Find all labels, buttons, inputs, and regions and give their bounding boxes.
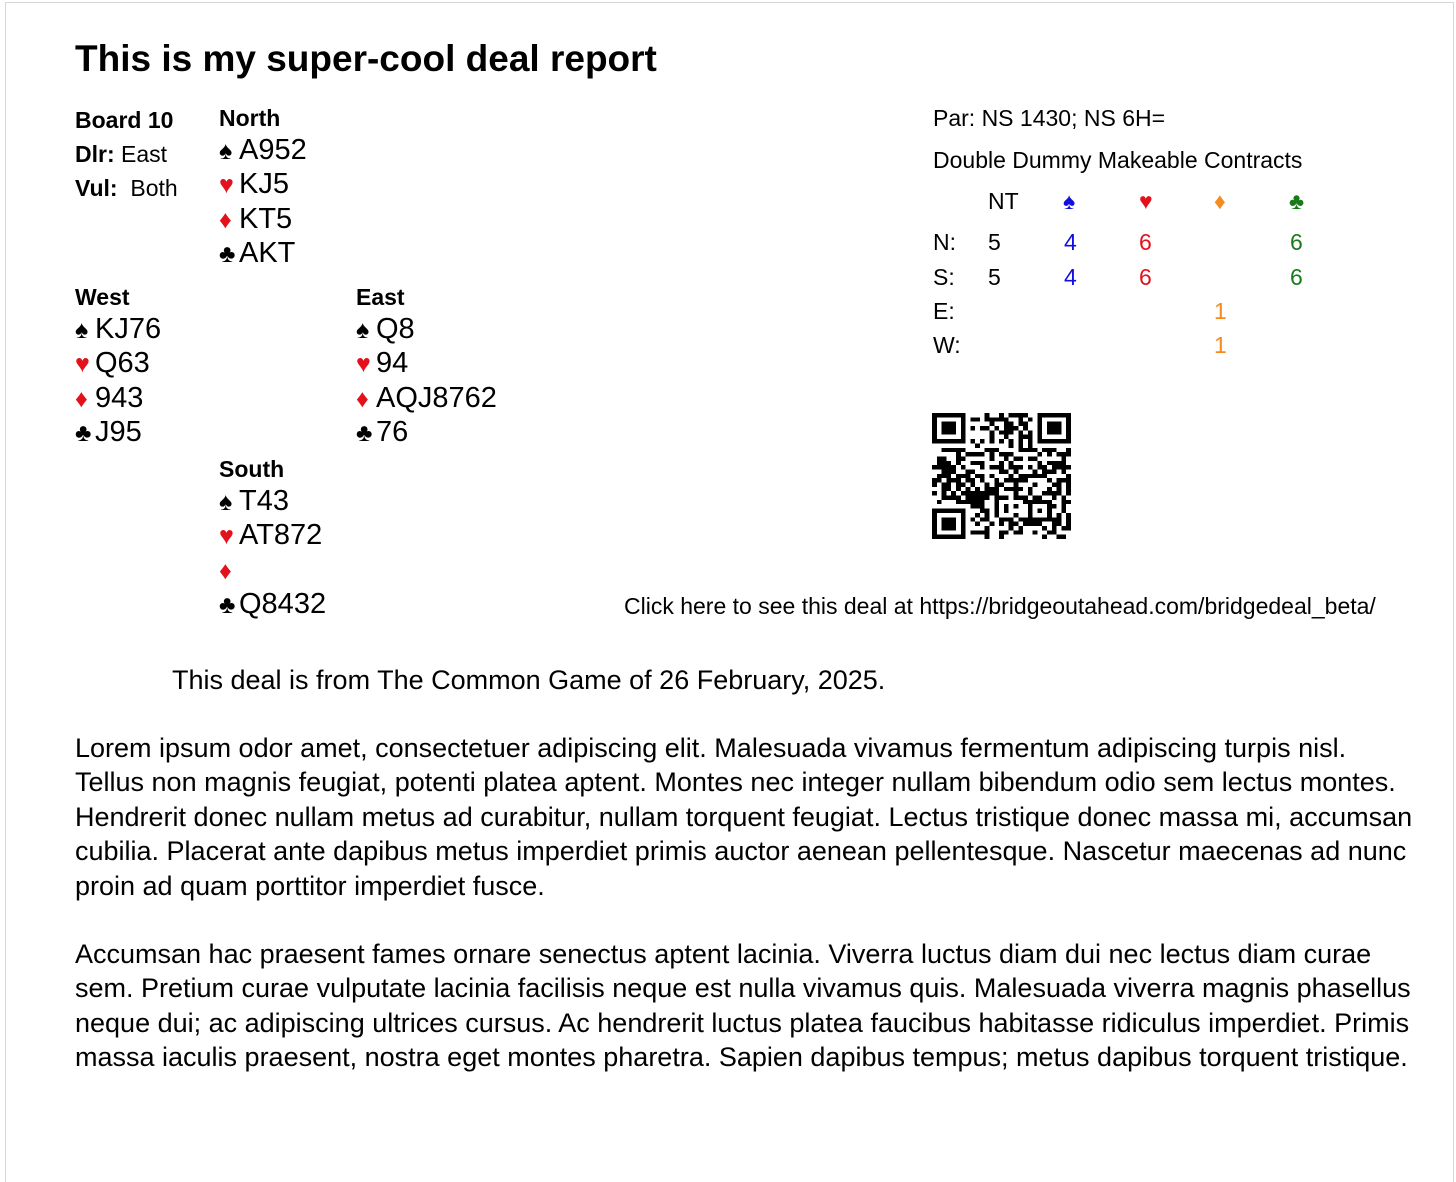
west-clubs-cards: J95 xyxy=(95,415,142,448)
dd-player: S: xyxy=(933,264,955,290)
heart-icon: ♥ xyxy=(356,350,371,379)
dd-cell-nt: 5 xyxy=(988,229,1001,255)
west-spades xyxy=(75,312,161,346)
west-diamonds-cards: 943 xyxy=(95,381,144,414)
dd-club-icon: ♣ xyxy=(1289,188,1305,214)
spade-icon: ♠ xyxy=(356,316,370,344)
vul-value: Both xyxy=(130,175,178,201)
north-hand xyxy=(219,103,307,270)
diamond-icon: ♦ xyxy=(219,205,232,234)
dd-row-east xyxy=(933,294,1353,328)
dealer-label: Dlr: xyxy=(75,141,115,167)
east-spades-cards: Q8 xyxy=(376,313,415,345)
dd-cell-spades: 4 xyxy=(1064,264,1077,290)
dd-player: E: xyxy=(933,298,955,324)
dd-row-south xyxy=(933,260,1353,294)
north-hearts-cards: KJ5 xyxy=(239,168,289,201)
board-info xyxy=(75,103,178,205)
dd-spade-icon: ♠ xyxy=(1063,188,1076,214)
deal-source-text: This deal is from The Common Game of 26 February, 2025. xyxy=(172,665,886,695)
south-diamonds xyxy=(219,553,326,587)
dd-player: N: xyxy=(933,229,956,255)
north-clubs-cards: AKT xyxy=(239,236,296,269)
dd-cell-diamonds: 1 xyxy=(1214,332,1227,358)
west-hearts xyxy=(75,346,161,380)
west-hand xyxy=(75,282,161,449)
par-result: Par: NS 1430; NS 6H= xyxy=(933,105,1166,131)
dd-cell-clubs: 6 xyxy=(1290,264,1303,290)
double-dummy-title: Double Dummy Makeable Contracts xyxy=(933,147,1303,173)
north-diamonds xyxy=(219,202,307,236)
north-label: North xyxy=(219,105,281,131)
dd-cell-hearts: 6 xyxy=(1139,264,1152,290)
south-hand xyxy=(219,454,326,621)
club-icon: ♣ xyxy=(75,418,92,447)
dd-row-north xyxy=(933,225,1353,259)
north-spades-cards: A952 xyxy=(239,134,307,166)
spade-icon: ♠ xyxy=(219,488,233,516)
diamond-icon: ♦ xyxy=(219,556,232,585)
dd-cell-clubs: 6 xyxy=(1290,229,1303,255)
board-number: Board 10 xyxy=(75,107,174,133)
dd-cell-spades: 4 xyxy=(1064,229,1077,255)
dd-cell-diamonds: 1 xyxy=(1214,298,1227,324)
east-diamonds xyxy=(356,381,497,415)
body-paragraph-1: Lorem ipsum odor amet, consectetuer adipiscing elit. Malesuada vivamus fermentum adipiscing turpis nisl. Tellus non magnis feugiat, potenti platea aptent. Montes nec integer nullam bibendum odio sem lectus montes. Hendrerit donec nullam metus ad curabitur, nullam torquent feugiat. Lectus tristique donec massa mi, accumsan cubilia. Placerat ante dapibus metus imperdiet primis auctor aenean pellentesque. Nascetur maecenas ad nunc proin ad quam porttitor imperdiet fusce. xyxy=(75,733,1413,901)
north-spades xyxy=(219,133,307,167)
dealer-line xyxy=(75,137,178,171)
south-spades xyxy=(219,484,326,518)
south-hearts xyxy=(219,518,326,552)
club-icon: ♣ xyxy=(219,239,236,268)
heart-icon: ♥ xyxy=(219,522,234,551)
heart-icon: ♥ xyxy=(219,171,234,200)
south-label: South xyxy=(219,456,285,482)
east-clubs-cards: 76 xyxy=(376,415,409,448)
north-diamonds-cards: KT5 xyxy=(239,202,293,235)
heart-icon: ♥ xyxy=(75,350,90,379)
dd-player: W: xyxy=(933,332,961,358)
south-spades-cards: T43 xyxy=(239,485,289,517)
east-clubs xyxy=(356,415,497,449)
dd-heart-icon: ♥ xyxy=(1139,188,1153,214)
dd-cell-nt: 5 xyxy=(988,264,1001,290)
east-hand xyxy=(356,282,497,449)
east-diamonds-cards: AQJ8762 xyxy=(376,381,497,414)
club-icon: ♣ xyxy=(219,590,236,619)
east-spades xyxy=(356,312,497,346)
report-title: This is my super-cool deal report xyxy=(75,38,657,79)
south-clubs xyxy=(219,587,326,621)
body-paragraph-2: Accumsan hac praesent fames ornare senectus aptent lacinia. Viverra luctus diam dui nec lectus diam curae sem. Pretium curae vulputate lacinia facilisis neque est nulla vivamus quis. Malesuada viverra magnis phasellus neque dui; ac adipiscing ultrices cursus. Ac hendrerit luctus platea faucibus habitasse ridiculus imperdiet. Primis massa iaculis praesent, nostra eget montes pharetra. Sapien dapibus tempus; metus dapibus torquent tristique. xyxy=(75,939,1411,1073)
diamond-icon: ♦ xyxy=(356,384,369,413)
east-label: East xyxy=(356,284,405,310)
west-diamonds xyxy=(75,381,161,415)
south-clubs-cards: Q8432 xyxy=(239,587,327,620)
vulnerability-line xyxy=(75,171,178,205)
east-hearts-cards: 94 xyxy=(376,347,409,380)
dd-diamond-icon: ♦ xyxy=(1214,188,1226,214)
north-clubs xyxy=(219,236,307,270)
north-hearts xyxy=(219,167,307,201)
dd-cell-hearts: 6 xyxy=(1139,229,1152,255)
west-label: West xyxy=(75,284,130,310)
south-hearts-cards: AT872 xyxy=(239,519,323,552)
spade-icon: ♠ xyxy=(219,137,233,165)
west-hearts-cards: Q63 xyxy=(95,347,150,380)
club-icon: ♣ xyxy=(356,418,373,447)
vul-label: Vul: xyxy=(75,175,118,201)
dd-header-row xyxy=(933,184,1353,218)
diamond-icon: ♦ xyxy=(75,384,88,413)
west-clubs xyxy=(75,415,161,449)
west-spades-cards: KJ76 xyxy=(95,313,162,345)
spade-icon: ♠ xyxy=(75,316,89,344)
dd-row-west xyxy=(933,328,1353,362)
dealer-value: East xyxy=(121,141,168,167)
deal-link[interactable]: Click here to see this deal at https://bridgeoutahead.com/bridgedeal_beta/ xyxy=(624,593,1376,619)
dd-header-nt: NT xyxy=(988,188,1019,214)
qr-code-icon[interactable] xyxy=(932,413,1071,539)
east-hearts xyxy=(356,346,497,380)
